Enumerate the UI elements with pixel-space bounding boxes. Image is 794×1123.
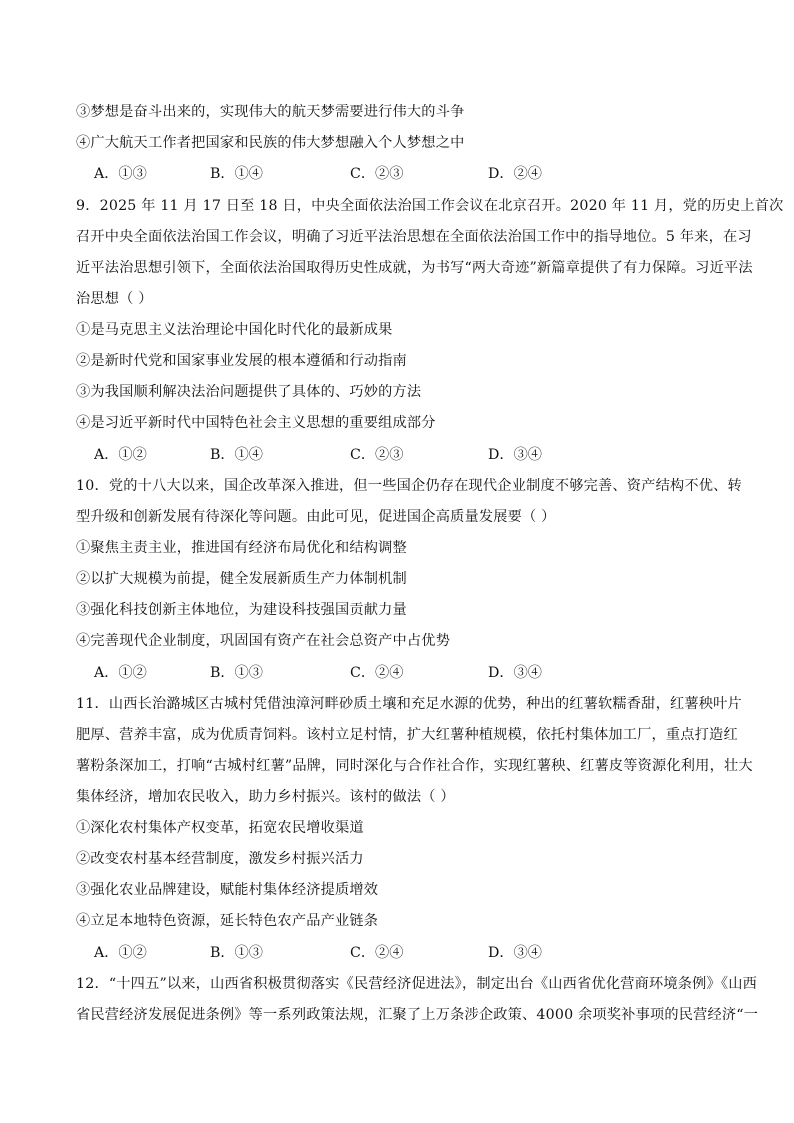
option-d: D．②④ [488, 166, 542, 182]
statement-1: ①聚焦主责主业，推进国有经济布局优化和结构调整 [76, 540, 407, 556]
answer-options [94, 663, 734, 683]
option-d: D．③④ [488, 945, 542, 961]
statement-4: ④是习近平新时代中国特色社会主义思想的重要组成部分 [76, 415, 436, 431]
option-c: C．②③ [350, 447, 404, 463]
statement-4: ④广大航天工作者把国家和民族的伟大梦想融入个人梦想之中 [76, 135, 465, 151]
statement-2: ②是新时代党和国家事业发展的根本遵循和行动指南 [76, 353, 407, 369]
statement-1: ①是马克思主义法治理论中国化时代化的最新成果 [76, 322, 393, 338]
option-b: B．①③ [210, 945, 263, 961]
option-d: D．③④ [488, 447, 542, 463]
question-stem-line: 召开中央全面依法治国工作会议，明确了习近平法治思想在全面依法治国工作中的指导地位。5 年来，在习 [76, 229, 752, 245]
question-stem-line: 型升级和创新发展有待深化等问题。由此可见，促进国企高质量发展要（ ） [76, 509, 556, 525]
statement-2: ②以扩大规模为前提，健全发展新质生产力体制机制 [76, 571, 407, 587]
answer-options [94, 445, 734, 465]
option-a: A．①③ [94, 166, 147, 182]
question-stem-line: 11．山西长治潞城区古城村凭借浊漳河畔砂质土壤和充足水源的优势，种出的红薯软糯香甜，红薯秧叶片 [76, 696, 742, 712]
option-a: A．①② [94, 447, 147, 463]
question-stem-line: 省民营经济发展促进条例》等一系列政策法规，汇聚了上万条涉企政策、4000 余项奖补事项的民营经济“一 [76, 1007, 759, 1023]
question-stem-line: 近平法治思想引领下，全面依法治国取得历史性成就，为书写“两大奇迹”新篇章提供了有力保障。习近平法 [76, 260, 753, 276]
option-c: C．②③ [350, 166, 404, 182]
question-stem-line: 集体经济，增加农民收入，助力乡村振兴。该村的做法（ ） [76, 789, 455, 805]
answer-options [94, 943, 734, 963]
question-stem-line: 12．“十四五”以来，山西省积极贯彻落实《民营经济促进法》，制定出台《山西省优化营商环境条例》《山西 [76, 976, 757, 992]
question-stem-line: 9．2025 年 11 月 17 日至 18 日，中央全面依法治国工作会议在北京召开。2020 年 11 月，党的历史上首次 [76, 198, 784, 214]
statement-3: ③为我国顺利解决法治问题提供了具体的、巧妙的方法 [76, 384, 422, 400]
question-stem-line: 10．党的十八大以来，国企改革深入推进，但一些国企仍存在现代企业制度不够完善、资产结构不优、转 [76, 478, 742, 494]
statement-4: ④完善现代企业制度，巩固国有资产在社会总资产中占优势 [76, 633, 451, 649]
answer-options [94, 164, 734, 184]
option-b: B．①③ [210, 665, 263, 681]
option-b: B．①④ [210, 166, 263, 182]
question-stem-line: 肥厚、营养丰富，成为优质青饲料。该村立足村情，扩大红薯种植规模，依托村集体加工厂，重点打造红 [76, 727, 738, 743]
question-stem-line: 治思想（ ） [76, 291, 153, 307]
option-a: A．①② [94, 665, 147, 681]
option-d: D．③④ [488, 665, 542, 681]
statement-1: ①深化农村集体产权变革，拓宽农民增收渠道 [76, 820, 364, 836]
option-c: C．②④ [350, 665, 404, 681]
statement-3: ③强化科技创新主体地位，为建设科技强国贡献力量 [76, 602, 407, 618]
option-c: C．②④ [350, 945, 404, 961]
statement-3: ③强化农业品牌建设，赋能村集体经济提质增效 [76, 882, 379, 898]
statement-2: ②改变农村基本经营制度，激发乡村振兴活力 [76, 851, 364, 867]
question-stem-line: 薯粉条深加工，打响“古城村红薯”品牌，同时深化与合作社合作，实现红薯秧、红薯皮等资源化利用，壮大 [76, 758, 753, 774]
statement-4: ④立足本地特色资源，延长特色农产品产业链条 [76, 913, 379, 929]
option-b: B．①④ [210, 447, 263, 463]
statement-3: ③梦想是奋斗出来的，实现伟大的航天梦需要进行伟大的斗争 [76, 104, 465, 120]
option-a: A．①② [94, 945, 147, 961]
